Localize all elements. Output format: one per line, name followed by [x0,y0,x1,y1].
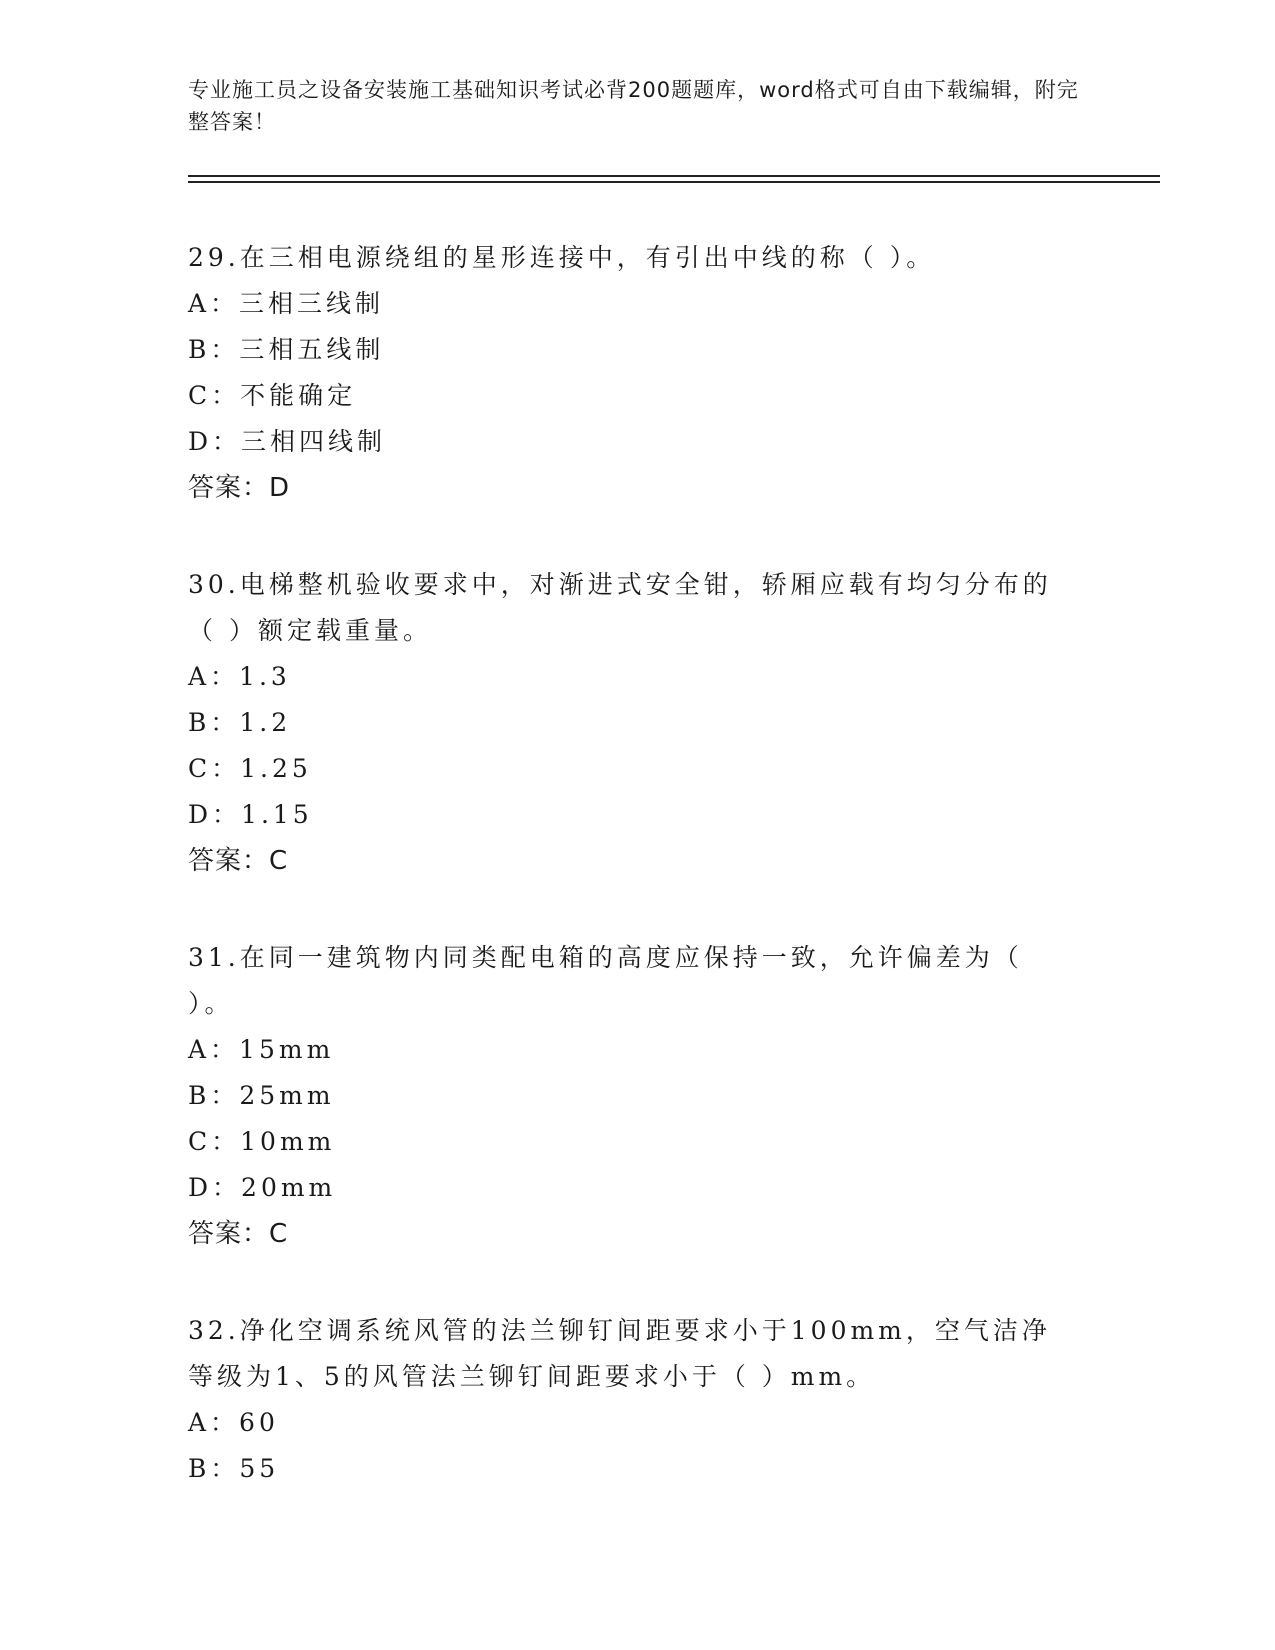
question-31 [188,935,1068,1257]
option-c: C：1.25 [188,754,312,783]
option-c: C：不能确定 [188,381,357,410]
question-text: 29.在三相电源绕组的星形连接中，有引出中线的称（ ）。 [188,243,936,272]
option-d: D：20mm [188,1173,337,1202]
question-text: 30.电梯整机验收要求中，对渐进式安全钳，轿厢应载有均匀分布的（ ）额定载重量。 [188,570,1052,645]
option-d: D：1.15 [188,800,313,829]
option-b: B：55 [188,1454,280,1483]
option-d: D：三相四线制 [188,427,387,456]
answer-line: 答案：C [188,1219,289,1249]
question-text: 32.净化空调系统风管的法兰铆钉间距要求小于100mm，空气洁净等级为1、5的风管法兰铆钉间距要求小于（ ）mm。 [188,1316,1051,1391]
question-text: 31.在同一建筑物内同类配电箱的高度应保持一致，允许偏差为（ ）。 [188,943,1023,1018]
answer-line: 答案：C [188,846,289,876]
question-list [188,235,1068,1543]
option-c: C：10mm [188,1127,336,1156]
option-a: A：三相三线制 [188,289,385,318]
answer-line: 答案：D [188,473,291,503]
document-header: 专业施工员之设备安装施工基础知识考试必背200题题库，word格式可自由下载编辑，附完整答案！ [188,78,1079,134]
header-rule-bottom [188,181,1160,183]
header-rule-top [188,175,1160,177]
question-29 [188,235,1068,511]
option-a: A：15mm [188,1035,335,1064]
option-b: B：三相五线制 [188,335,385,364]
option-b: B：1.2 [188,708,292,737]
option-a: A：60 [188,1408,279,1437]
question-30 [188,562,1068,884]
question-32 [188,1308,1068,1492]
option-a: A：1.3 [188,662,291,691]
option-b: B：25mm [188,1081,335,1110]
